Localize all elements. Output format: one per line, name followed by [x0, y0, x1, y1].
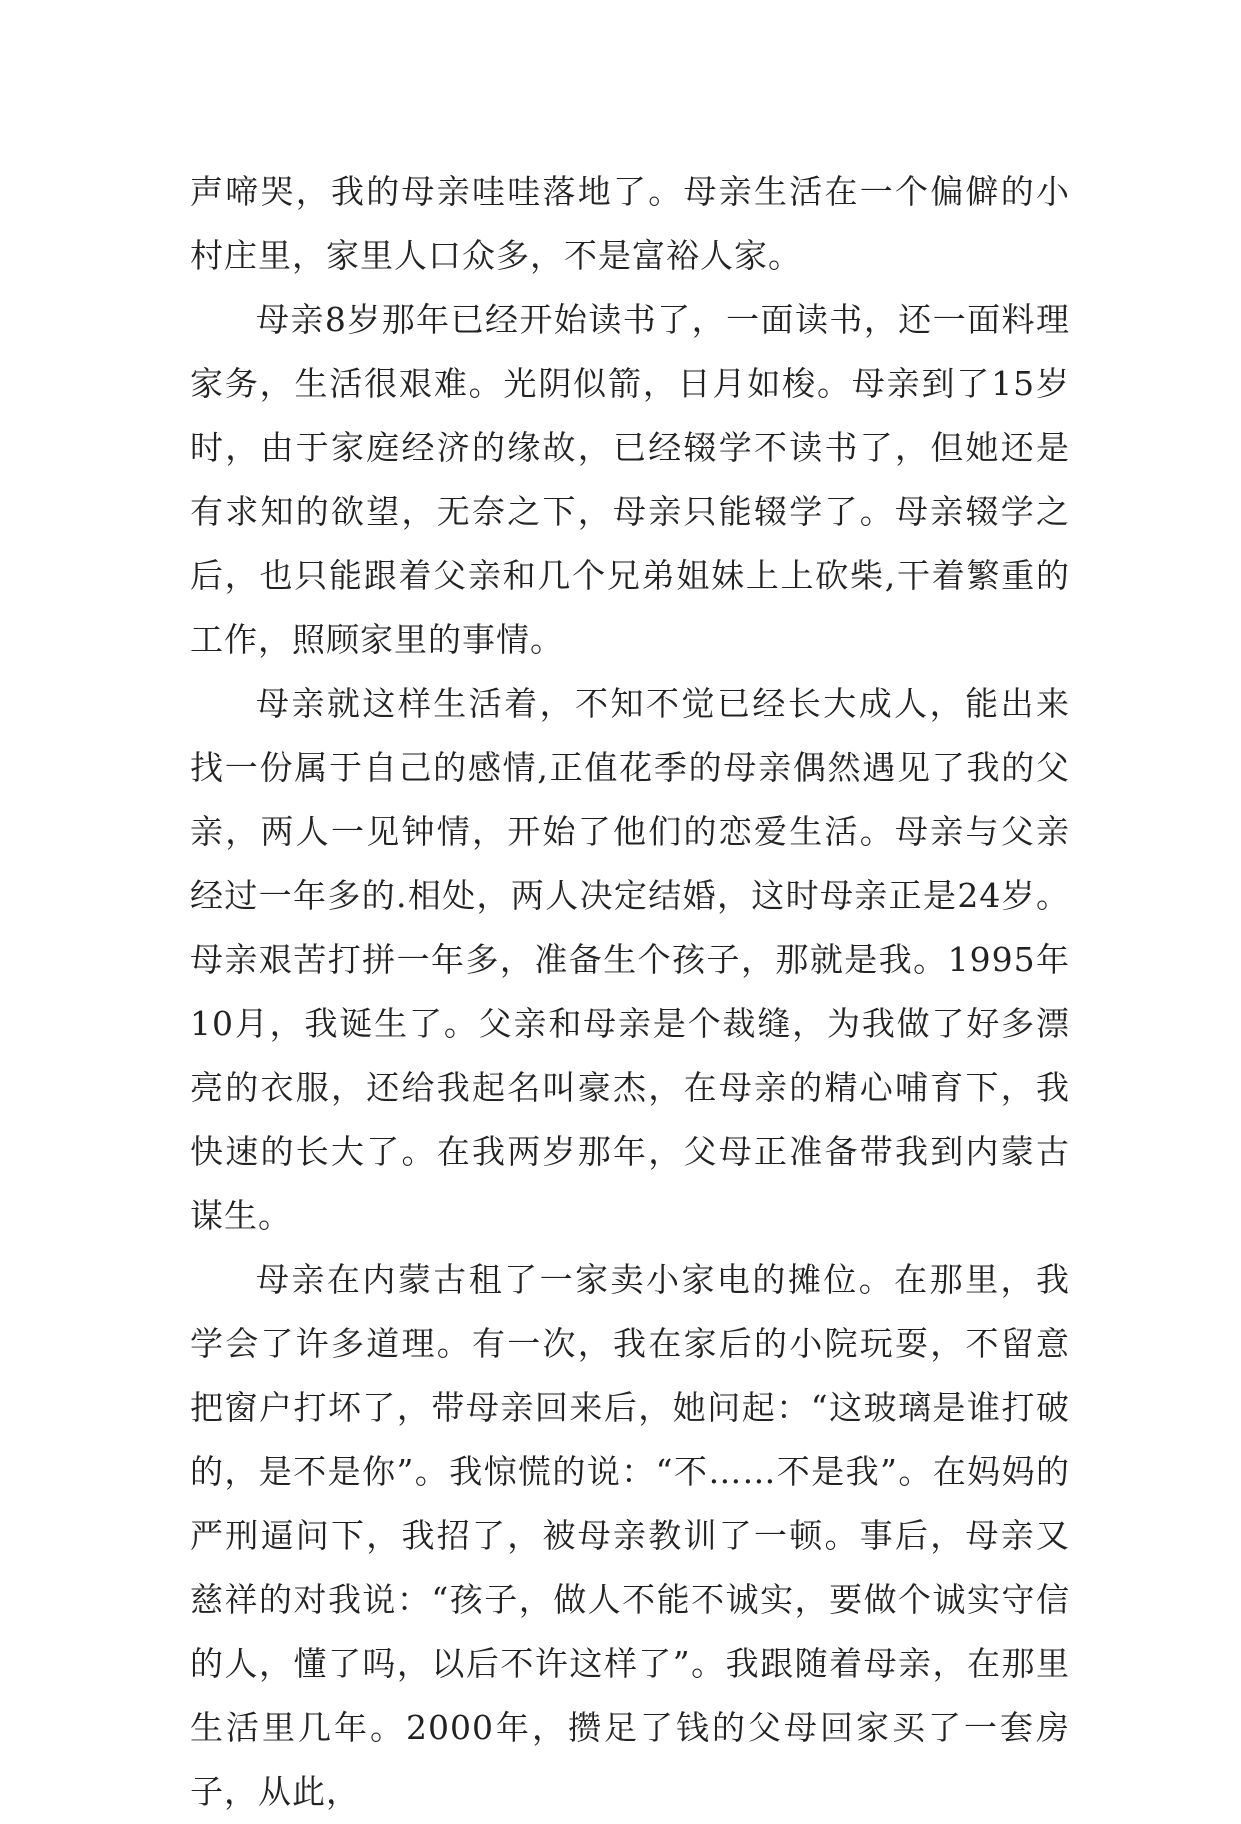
body-text [190, 160, 1070, 1824]
paragraph-childhood: 母亲8岁那年已经开始读书了，一面读书，还一面料理家务，生活很艰难。光阴似箭，日月如梭。母亲到了15岁时，由于家庭经济的缘故，已经辍学不读书了，但她还是有求知的欲望，无奈之下，母亲只能辍学了。母亲辍学之后，也只能跟着父亲和几个兄弟姐妹上上砍柴,干着繁重的工作，照顾家里的事情。 [190, 300, 1070, 659]
paragraph-inner-mongolia: 母亲在内蒙古租了一家卖小家电的摊位。在那里，我学会了许多道理。有一次，我在家后的小院玩耍，不留意把窗户打坏了，带母亲回来后，她问起：“这玻璃是谁打破的，是不是你”。我惊慌的说：“不……不是我”。在妈妈的严刑逼问下，我招了，被母亲教训了一顿。事后，母亲又慈祥的对我说：“孩子，做人不能不诚实，要做个诚实守信的人，懂了吗，以后不许这样了”。我跟随着母亲，在那里生活里几年。2000年，攒足了钱的父母回家买了一套房子，从此， [190, 1260, 1070, 1811]
paragraph-continuation: 声啼哭，我的母亲哇哇落地了。母亲生活在一个偏僻的小村庄里，家里人口众多，不是富裕人家。 [190, 172, 1070, 275]
paragraph-marriage: 母亲就这样生活着，不知不觉已经长大成人，能出来找一份属于自己的感情,正值花季的母亲偶然遇见了我的父亲，两人一见钟情，开始了他们的恋爱生活。母亲与父亲经过一年多的.相处，两人决定结婚，这时母亲正是24岁。母亲艰苦打拼一年多，准备生个孩子，那就是我。1995年10月，我诞生了。父亲和母亲是个裁缝，为我做了好多漂亮的衣服，还给我起名叫豪杰，在母亲的精心哺育下，我快速的长大了。在我两岁那年，父母正准备带我到内蒙古谋生。 [190, 684, 1070, 1235]
